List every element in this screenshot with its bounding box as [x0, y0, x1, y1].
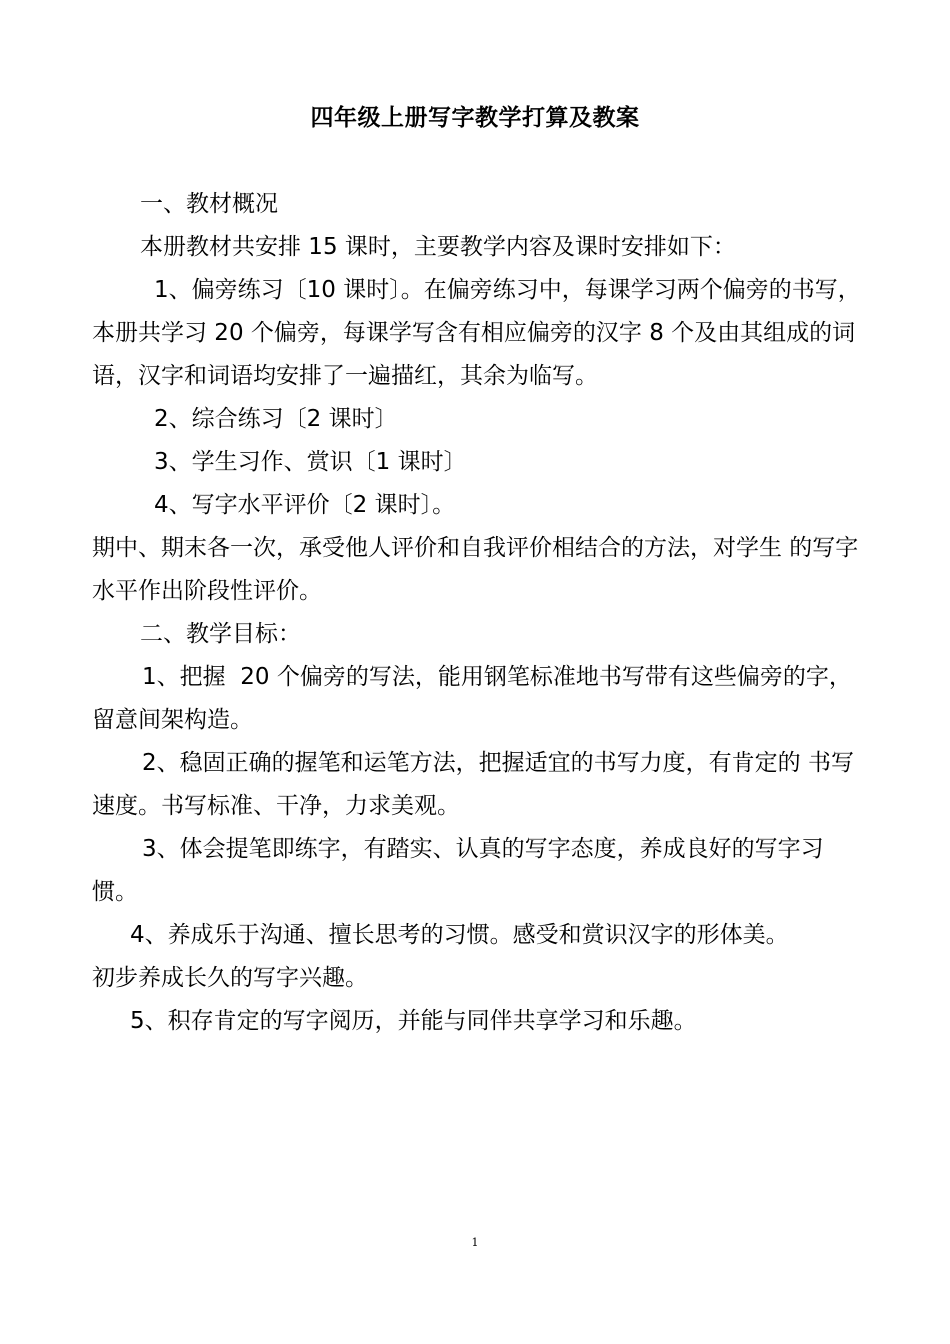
goal-item-2: 2、稳固正确的握笔和运笔方法，把握适宜的书写力度，有肯定的 书写速度。书写标准、干净，力求美观。 — [92, 750, 854, 819]
goal-item-5: 5、积存肯定的写字阅历，并能与同伴共享学习和乐趣。 — [130, 1008, 697, 1034]
document-title: 四年级上册写字教学打算及教案 — [310, 105, 640, 131]
list-item-radical-practice: 1、偏旁练习〔10 课时〕。在偏旁练习中，每课学习两个偏旁的书写，本册共学习 20 个偏旁，每课学写含有相应偏旁的汉字 8 个及由其组成的词语，汉字和词语均安排了一遍描红，其余为临写。 — [92, 277, 861, 389]
list-item-student-works: 3、学生习作、赏识〔1 课时〕 — [154, 449, 467, 475]
paragraph-evaluation-method: 期中、期末各一次，承受他人评价和自我评价相结合的方法，对学生 的写字水平作出阶段性评价。 — [92, 535, 859, 604]
page-number: 1 — [471, 1236, 479, 1249]
list-item-comprehensive-practice: 2、综合练习〔2 课时〕 — [154, 406, 398, 432]
goal-item-1: 1、把握 20 个偏旁的写法，能用钢笔标准地书写带有这些偏旁的字，留意间架构造。 — [92, 664, 852, 733]
document-body — [92, 183, 862, 1043]
section-heading-materials: 一、教材概况 — [140, 191, 278, 217]
list-item-writing-evaluation: 4、写字水平评价〔2 课时〕。 — [154, 492, 456, 518]
goal-item-3: 3、体会提笔即练字，有踏实、认真的写字态度，养成良好的写字习惯。 — [92, 836, 824, 905]
goal-item-4: 4、养成乐于沟通、擅长思考的习惯。感受和赏识汉字的形体美。 — [130, 922, 789, 948]
goal-item-4-continuation: 初步养成长久的写字兴趣。 — [92, 965, 368, 991]
paragraph-overview: 本册教材共安排 15 课时，主要教学内容及课时安排如下： — [140, 234, 736, 260]
section-heading-goals: 二、教学目标： — [140, 621, 301, 647]
